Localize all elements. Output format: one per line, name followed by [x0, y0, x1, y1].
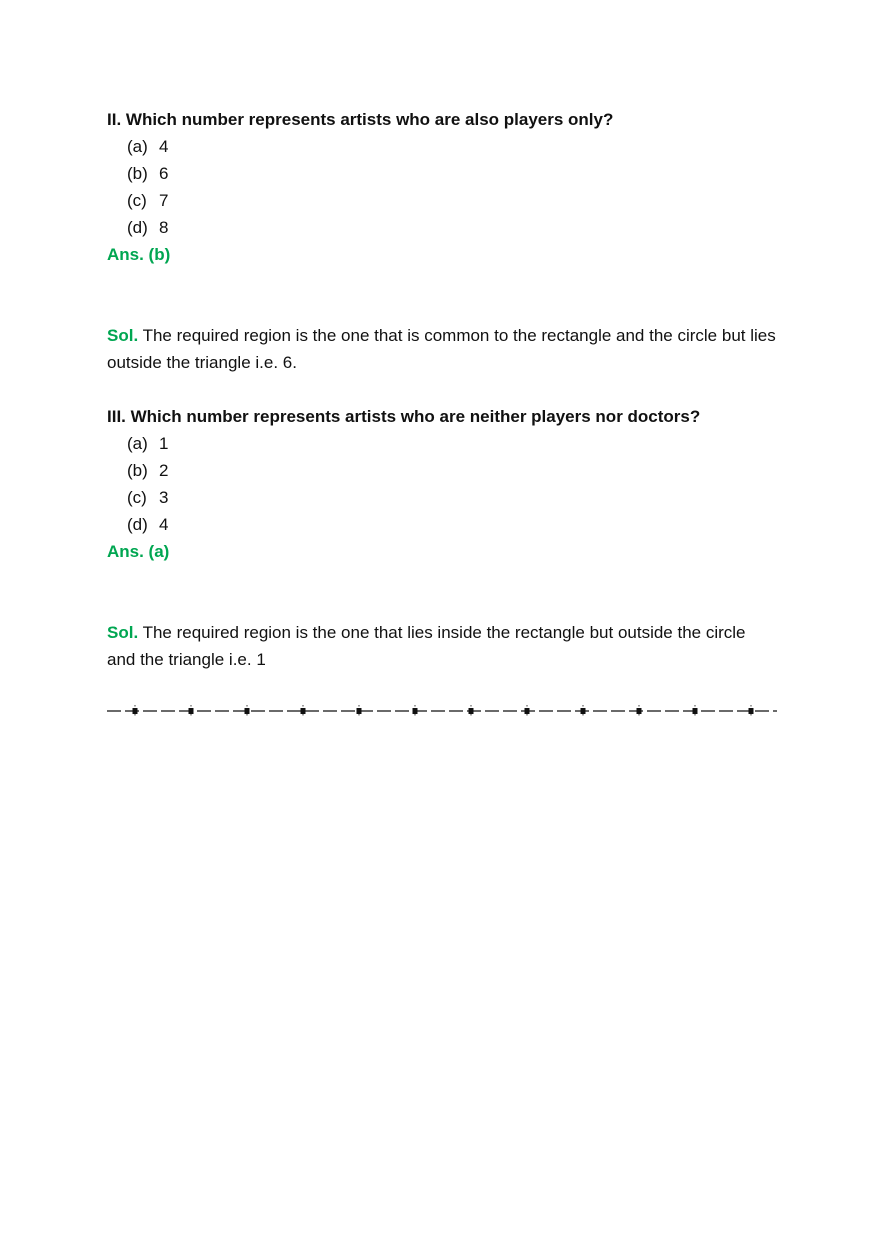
option-item: [127, 187, 777, 214]
decorative-divider: [107, 702, 777, 722]
option-value: 7: [159, 191, 169, 210]
option-item: [127, 457, 777, 484]
option-label: (a): [127, 137, 148, 156]
option-item: [127, 430, 777, 457]
option-item: [127, 484, 777, 511]
solution-label: Sol.: [107, 326, 139, 345]
solution-text: The required region is the one that is common to the rectangle and the circle but lies outside the triangle i.e. 6.: [107, 326, 776, 372]
option-value: 4: [159, 515, 169, 534]
option-item: [127, 511, 777, 538]
option-label: (d): [127, 218, 148, 237]
spacer: [107, 565, 777, 619]
option-value: 2: [159, 461, 169, 480]
question-2-answer: Ans. (b): [107, 245, 171, 264]
question-2-options: [107, 133, 777, 241]
option-value: 1: [159, 434, 169, 453]
question-3-solution: [107, 619, 777, 673]
document-page: [107, 106, 777, 727]
question-2-text: II. Which number represents artists who are also players only?: [107, 110, 614, 129]
spacer: [107, 376, 777, 403]
option-label: (c): [127, 488, 147, 507]
question-2-solution: [107, 322, 777, 376]
option-label: (b): [127, 164, 148, 183]
option-item: [127, 133, 777, 160]
spacer: [107, 268, 777, 322]
solution-text: The required region is the one that lies inside the rectangle but outside the circle and the triangle i.e. 1: [107, 623, 746, 669]
option-value: 4: [159, 137, 169, 156]
option-item: [127, 160, 777, 187]
solution-label: Sol.: [107, 623, 139, 642]
question-3-answer: Ans. (a): [107, 542, 170, 561]
option-label: (d): [127, 515, 148, 534]
option-item: [127, 214, 777, 241]
option-value: 3: [159, 488, 169, 507]
question-3-options: [107, 430, 777, 538]
option-label: (c): [127, 191, 147, 210]
option-value: 6: [159, 164, 169, 183]
option-label: (b): [127, 461, 148, 480]
option-value: 8: [159, 218, 169, 237]
question-3-text: III. Which number represents artists who are neither players nor doctors?: [107, 407, 701, 426]
option-label: (a): [127, 434, 148, 453]
